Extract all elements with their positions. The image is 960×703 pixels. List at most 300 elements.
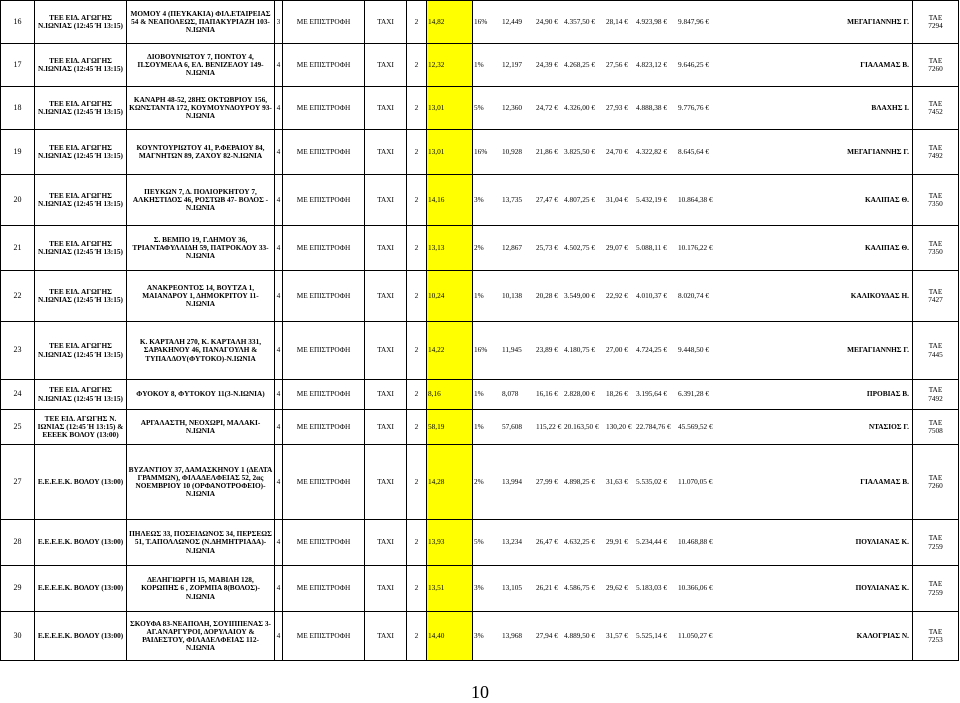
table-row (1, 520, 959, 566)
km-value: 13,01 (427, 87, 473, 130)
vehicle-cell (913, 410, 959, 445)
vehicle-type-label: ΤΑΕ (928, 238, 943, 248)
period-cost-vat: 5.525,14 € (636, 630, 668, 640)
table-row (1, 612, 959, 661)
offer-cell (473, 130, 913, 175)
vehicle-id: 7260 (928, 481, 943, 490)
vehicle-type: ΤΑΧΙ (365, 271, 407, 322)
row-number: 19 (1, 130, 35, 175)
contractor-name: ΚΑΛΙΠΑΣ Θ. (864, 194, 909, 204)
table-row (1, 44, 959, 87)
vehicle-cell (913, 520, 959, 566)
offer-values (474, 18, 911, 26)
offer-values (474, 292, 911, 300)
school-cell: ΤΕΕ ΕΙΔ. ΑΓΩΓΗΣ Ν.ΙΩΝΙΑΣ (12:45 Ή 13:15) (35, 226, 127, 271)
vehicle-cell (913, 130, 959, 175)
routes-count: 2 (407, 322, 427, 380)
contractor-name: ΒΛΑΧΗΣ Ι. (871, 102, 909, 112)
students-count: 4 (275, 445, 283, 520)
total-cost: 10.366,06 € (678, 583, 713, 593)
trip-type: ΜΕ ΕΠΙΣΤΡΟΦΗ (283, 130, 365, 175)
school-cell: ΤΕΕ ΕΙΔ. ΑΓΩΓΗΣ Ν.ΙΩΝΙΑΣ (12:45 Ή 13:15) (35, 130, 127, 175)
discount-percent: 3% (474, 630, 484, 640)
daily-cost-vat: 29,07 € (606, 242, 628, 252)
period-cost: 4.357,50 € (564, 16, 596, 26)
vehicle-type: ΤΑΧΙ (365, 1, 407, 44)
students-count: 4 (275, 380, 283, 410)
vehicle-id: 7445 (928, 349, 943, 359)
price-per-km: 13,994 (502, 476, 523, 486)
price-per-km: 12,449 (502, 16, 523, 26)
row-number: 16 (1, 1, 35, 44)
routes-count: 2 (407, 520, 427, 566)
period-cost-vat: 4.823,12 € (636, 59, 668, 69)
vehicle-id: 7253 (928, 635, 943, 644)
vehicle-type: ΤΑΧΙ (365, 226, 407, 271)
vehicle-type-label: ΤΑΕ (928, 286, 943, 296)
vehicle-id: 7350 (928, 199, 943, 208)
total-cost: 8.020,74 € (678, 290, 710, 300)
period-cost: 20.163,50 € (564, 421, 599, 431)
daily-cost: 24,39 € (536, 59, 558, 69)
contractor-name: ΠΡΟΒΙΑΣ Β. (866, 389, 909, 399)
discount-percent: 1% (474, 421, 484, 431)
total-cost: 9.448,50 € (678, 345, 710, 355)
school-cell: ΤΕΕ ΕΙΔ. ΑΓΩΓΗΣ Ν.ΙΩΝΙΑΣ (12:45 Ή 13:15) (35, 271, 127, 322)
period-cost: 3.825,50 € (564, 146, 596, 156)
km-value: 8,16 (427, 380, 473, 410)
daily-cost: 20,28 € (536, 290, 558, 300)
route-cell: Σ. ΒΕΜΠΟ 19, Γ.ΔΗΜΟΥ 36, ΤΡΙΑΝΤΑΦΥΛΛΙΔΗ 59, ΠΑΤΡΟΚΛΟΥ 33-Ν.ΙΩΝΙΑ (127, 226, 275, 271)
students-count: 3 (275, 1, 283, 44)
km-value: 14,82 (427, 1, 473, 44)
period-cost: 4.180,75 € (564, 345, 596, 355)
route-cell: Κ. ΚΑΡΤΑΛΗ 270, Κ. ΚΑΡΤΑΛΗ 331, ΣΑΡΑΚΗΝΟΥ 46, ΠΑΝΑΓΟΥΛΗ & ΤΥΠΑΛΔΟΥ(ΦΥΤΟΚΟ)-Ν.ΙΩΝΙΑ (127, 322, 275, 380)
offer-values (474, 346, 911, 354)
row-number: 21 (1, 226, 35, 271)
school-cell: Ε.Ε.Ε.Ε.Κ. ΒΟΛΟΥ (13:00) (35, 445, 127, 520)
route-cell: ΜΟΜΟΥ 4 (ΠΕΥΚΑΚΙΑ) ΦΙΛ.ΕΤΑΙΡΕΙΑΣ 54 & ΝΕΑΠΟΛΕΩΣ, ΠΑΠΑΚΥΡΙΑΖΗ 103-Ν.ΙΩΝΙΑ (127, 1, 275, 44)
row-number: 24 (1, 380, 35, 410)
trip-type: ΜΕ ΕΠΙΣΤΡΟΦΗ (283, 175, 365, 226)
offer-cell (473, 612, 913, 661)
trip-type: ΜΕ ΕΠΙΣΤΡΟΦΗ (283, 322, 365, 380)
trip-type: ΜΕ ΕΠΙΣΤΡΟΦΗ (283, 566, 365, 612)
offer-values (474, 104, 911, 112)
daily-cost-vat: 31,63 € (606, 476, 628, 486)
vehicle-type-label: ΤΑΕ (928, 385, 943, 395)
trip-type: ΜΕ ΕΠΙΣΤΡΟΦΗ (283, 1, 365, 44)
period-cost: 4.502,75 € (564, 242, 596, 252)
offer-cell (473, 175, 913, 226)
km-value: 13,13 (427, 226, 473, 271)
discount-percent: 2% (474, 242, 484, 252)
offer-cell (473, 271, 913, 322)
vehicle-cell (913, 44, 959, 87)
routes-count: 2 (407, 44, 427, 87)
km-value: 14,22 (427, 322, 473, 380)
total-cost: 9.776,76 € (678, 102, 710, 112)
row-number: 20 (1, 175, 35, 226)
students-count: 4 (275, 410, 283, 445)
vehicle-id: 7427 (928, 295, 943, 304)
routes-count: 2 (407, 130, 427, 175)
vehicle-cell (913, 322, 959, 380)
offer-cell (473, 380, 913, 410)
daily-cost: 27,94 € (536, 630, 558, 640)
routes-count: 2 (407, 566, 427, 612)
daily-cost: 25,73 € (536, 242, 558, 252)
vehicle-cell (913, 1, 959, 44)
vehicle-type-label: ΤΑΕ (928, 55, 943, 65)
price-per-km: 13,234 (502, 537, 523, 547)
offer-cell (473, 445, 913, 520)
price-per-km: 57,608 (502, 421, 523, 431)
table-row (1, 175, 959, 226)
total-cost: 10.864,38 € (678, 194, 713, 204)
routes-count: 2 (407, 612, 427, 661)
period-cost: 4.807,25 € (564, 194, 596, 204)
table-row (1, 322, 959, 380)
table-row (1, 410, 959, 445)
total-cost: 45.569,52 € (678, 421, 713, 431)
discount-percent: 3% (474, 194, 484, 204)
daily-cost: 24,90 € (536, 16, 558, 26)
routes-count: 2 (407, 445, 427, 520)
contractor-name: ΜΕΓΑΓΙΑΝΝΗΣ Γ. (847, 16, 909, 26)
vehicle-cell (913, 175, 959, 226)
route-cell: ΑΡΓΑΛΑΣΤΗ, ΝΕΟΧΩΡΙ, ΜΑΛΑΚΙ-Ν.ΙΩΝΙΑ (127, 410, 275, 445)
vehicle-type-label: ΤΑΕ (928, 142, 943, 152)
offer-values (474, 244, 911, 252)
price-per-km: 10,138 (502, 290, 523, 300)
students-count: 4 (275, 612, 283, 661)
daily-cost: 26,47 € (536, 537, 558, 547)
discount-percent: 1% (474, 59, 484, 69)
daily-cost-vat: 27,93 € (606, 102, 628, 112)
offer-cell (473, 226, 913, 271)
vehicle-cell (913, 566, 959, 612)
vehicle-type: ΤΑΧΙ (365, 87, 407, 130)
vehicle-type-label: ΤΑΕ (928, 579, 943, 589)
row-number: 29 (1, 566, 35, 612)
row-number: 23 (1, 322, 35, 380)
offer-cell (473, 1, 913, 44)
vehicle-type-label: ΤΑΕ (928, 98, 943, 108)
period-cost: 4.586,75 € (564, 583, 596, 593)
trip-type: ΜΕ ΕΠΙΣΤΡΟΦΗ (283, 445, 365, 520)
daily-cost-vat: 18,26 € (606, 389, 628, 399)
period-cost-vat: 4.010,37 € (636, 290, 668, 300)
contractor-name: ΜΕΓΑΓΙΑΝΝΗΣ Γ. (847, 345, 909, 355)
period-cost-vat: 3.195,64 € (636, 389, 668, 399)
period-cost: 2.828,00 € (564, 389, 596, 399)
period-cost-vat: 5.088,11 € (636, 242, 667, 252)
period-cost-vat: 5.535,02 € (636, 476, 668, 486)
vehicle-type-label: ΤΑΕ (928, 417, 943, 427)
contractor-name: ΚΑΛΟΓΡΙΑΣ Ν. (856, 630, 909, 640)
school-cell: ΤΕΕ ΕΙΔ. ΑΓΩΓΗΣ Ν.ΙΩΝΙΑΣ (12:45 Ή 13:15) (35, 380, 127, 410)
total-cost: 10.468,88 € (678, 537, 713, 547)
vehicle-id: 7492 (928, 151, 943, 160)
daily-cost-vat: 24,70 € (606, 146, 628, 156)
discount-percent: 5% (474, 102, 484, 112)
price-per-km: 13,735 (502, 194, 523, 204)
period-cost: 4.268,25 € (564, 59, 596, 69)
row-number: 28 (1, 520, 35, 566)
students-count: 4 (275, 87, 283, 130)
table-row (1, 445, 959, 520)
contractor-name: ΝΤΑΣΙΟΣ Γ. (868, 421, 909, 431)
trip-type: ΜΕ ΕΠΙΣΤΡΟΦΗ (283, 380, 365, 410)
vehicle-id: 7259 (928, 541, 943, 551)
vehicle-cell (913, 612, 959, 661)
students-count: 4 (275, 271, 283, 322)
vehicle-id: 7350 (928, 247, 943, 256)
vehicle-cell (913, 445, 959, 520)
vehicle-type: ΤΑΧΙ (365, 520, 407, 566)
school-cell: Ε.Ε.Ε.Ε.Κ. ΒΟΛΟΥ (13:00) (35, 520, 127, 566)
period-cost-vat: 5.234,44 € (636, 537, 668, 547)
period-cost: 4.889,50 € (564, 630, 596, 640)
km-value: 12,32 (427, 44, 473, 87)
routes-count: 2 (407, 1, 427, 44)
period-cost-vat: 5.432,19 € (636, 194, 668, 204)
period-cost-vat: 4.923,98 € (636, 16, 668, 26)
contractor-name: ΚΑΛΙΠΑΣ Θ. (864, 242, 909, 252)
route-cell: ΚΑΝΑΡΗ 48-52, 28ΗΣ ΟΚΤΩΒΡΙΟΥ 156, ΚΩΝΣΤΑΝΤΑ 172, ΚΟΥΜΟΥΝΔΟΥΡΟΥ 93-Ν.ΙΩΝΙΑ (127, 87, 275, 130)
discount-percent: 2% (474, 476, 484, 486)
price-per-km: 12,360 (502, 102, 523, 112)
routes-count: 2 (407, 410, 427, 445)
vehicle-type-label: ΤΑΕ (928, 472, 943, 482)
period-cost-vat: 4.724,25 € (636, 345, 668, 355)
period-cost-vat: 22.784,76 € (636, 421, 671, 431)
km-value: 13,93 (427, 520, 473, 566)
total-cost: 6.391,28 € (678, 389, 710, 399)
total-cost: 9.646,25 € (678, 59, 710, 69)
offer-cell (473, 410, 913, 445)
offer-values (474, 61, 911, 69)
daily-cost: 26,21 € (536, 583, 558, 593)
vehicle-id: 7294 (928, 21, 943, 30)
students-count: 4 (275, 226, 283, 271)
trip-type: ΜΕ ΕΠΙΣΤΡΟΦΗ (283, 520, 365, 566)
daily-cost-vat: 29,62 € (606, 583, 628, 593)
total-cost: 11.050,27 € (678, 630, 713, 640)
vehicle-type: ΤΑΧΙ (365, 410, 407, 445)
daily-cost: 21,86 € (536, 146, 558, 156)
students-count: 4 (275, 520, 283, 566)
vehicle-type: ΤΑΧΙ (365, 612, 407, 661)
trip-type: ΜΕ ΕΠΙΣΤΡΟΦΗ (283, 410, 365, 445)
daily-cost: 27,47 € (536, 194, 558, 204)
period-cost-vat: 4.888,38 € (636, 102, 668, 112)
vehicle-type: ΤΑΧΙ (365, 445, 407, 520)
vehicle-type-label: ΤΑΕ (928, 341, 943, 351)
total-cost: 10.176,22 € (678, 242, 713, 252)
school-cell: ΤΕΕ ΕΙΔ. ΑΓΩΓΗΣ Ν.ΙΩΝΙΑΣ (12:45 Ή 13:15) (35, 175, 127, 226)
school-cell: ΤΕΕ ΕΙΔ. ΑΓΩΓΗΣ Ν.ΙΩΝΙΑΣ (12:45 Ή 13:15) (35, 1, 127, 44)
offer-values (474, 148, 911, 156)
contractor-name: ΜΕΓΑΓΙΑΝΝΗΣ Γ. (847, 146, 909, 156)
students-count: 4 (275, 566, 283, 612)
vehicle-id: 7259 (928, 587, 943, 597)
offer-cell (473, 44, 913, 87)
daily-cost: 16,16 € (536, 389, 558, 399)
trip-type: ΜΕ ΕΠΙΣΤΡΟΦΗ (283, 612, 365, 661)
vehicle-cell (913, 87, 959, 130)
offer-values (474, 423, 911, 431)
km-value: 14,28 (427, 445, 473, 520)
daily-cost-vat: 27,56 € (606, 59, 628, 69)
discount-percent: 3% (474, 583, 484, 593)
school-cell: Ε.Ε.Ε.Ε.Κ. ΒΟΛΟΥ (13:00) (35, 566, 127, 612)
table-row (1, 1, 959, 44)
route-cell: ΠΕΥΚΩΝ 7, Δ. ΠΟΛΙΟΡΚΗΤΟΥ 7, ΑΛΚΗΣΤΙΔΟΣ 46, ΡΟΣΤΩΒ 47- ΒΟΛΟΣ - Ν.ΙΩΝΙΑ (127, 175, 275, 226)
contractor-name: ΓΙΑΛΑΜΑΣ Β. (860, 476, 909, 486)
route-cell: ΑΝΑΚΡΕΟΝΤΟΣ 14, ΒΟΥΤΖΑ 1, ΜΑΙΑΝΔΡΟΥ 1, ΔΗΜΟΚΡΙΤΟΥ 11-Ν.ΙΩΝΙΑ (127, 271, 275, 322)
vehicle-id: 7508 (928, 426, 943, 435)
offer-values (474, 584, 911, 592)
trip-type: ΜΕ ΕΠΙΣΤΡΟΦΗ (283, 271, 365, 322)
vehicle-type: ΤΑΧΙ (365, 380, 407, 410)
routes-count: 2 (407, 87, 427, 130)
trip-type: ΜΕ ΕΠΙΣΤΡΟΦΗ (283, 44, 365, 87)
offer-cell (473, 322, 913, 380)
vehicle-id: 7260 (928, 64, 943, 73)
vehicle-type: ΤΑΧΙ (365, 175, 407, 226)
contractor-name: ΚΑΛΙΚΟΥΔΑΣ Η. (850, 290, 909, 300)
discount-percent: 1% (474, 389, 484, 399)
vehicle-type: ΤΑΧΙ (365, 130, 407, 175)
discount-percent: 1% (474, 290, 484, 300)
vehicle-cell (913, 271, 959, 322)
row-number: 25 (1, 410, 35, 445)
contractor-name: ΠΟΥΛΙΑΝΑΣ Κ. (855, 537, 909, 547)
km-value: 13,51 (427, 566, 473, 612)
school-cell: ΤΕΕ ΕΙΔ. ΑΓΩΓΗΣ Ν.ΙΩΝΙΑΣ (12:45 Ή 13:15) (35, 44, 127, 87)
vehicle-type-label: ΤΑΕ (928, 533, 943, 543)
row-number: 30 (1, 612, 35, 661)
offer-values (474, 538, 911, 546)
route-cell: ΦΥΟΚΟΥ 8, ΦΥΤΟΚΟΥ 11(3-Ν.ΙΩΝΙΑ) (127, 380, 275, 410)
vehicle-type: ΤΑΧΙ (365, 566, 407, 612)
route-cell: ΒΥΖΑΝΤΙΟΥ 37, ΔΑΜΑΣΚΗΝΟΥ 1 (ΔΕΛΤΑ ΓΡΑΜΜΩΝ), ΦΙΛΑΔΕΛΦΕΙΑΣ 52, 2ας ΝΟΕΜΒΡΙΟΥ 10 (ΟΡΦΑΝΟΤΡΟΦΕΙΟ)-Ν.ΙΩΝΙΑ (127, 445, 275, 520)
page-number: 10 (471, 682, 489, 702)
price-per-km: 11,945 (502, 345, 522, 355)
total-cost: 8.645,64 € (678, 146, 710, 156)
route-cell: ΔΕΛΗΓΙΩΡΓΗ 15, ΜΑΒΙΛΗ 128, ΚΟΡΩΠΗΣ 6 , ΖΟΡΜΠΑ 8(ΒΟΛΟΣ)-Ν.ΙΩΝΙΑ (127, 566, 275, 612)
students-count: 4 (275, 130, 283, 175)
period-cost: 4.326,00 € (564, 102, 596, 112)
row-number: 17 (1, 44, 35, 87)
table-row (1, 87, 959, 130)
period-cost-vat: 5.183,03 € (636, 583, 668, 593)
price-per-km: 13,105 (502, 583, 523, 593)
vehicle-id: 7492 (928, 393, 943, 403)
offer-cell (473, 520, 913, 566)
school-cell: ΤΕΕ ΕΙΔ. ΑΓΩΓΗΣ Ν. ΙΩΝΙΑΣ (12:45 Ή 13:15) & ΕΕΕΕΚ ΒΟΛΟΥ (13:00) (35, 410, 127, 445)
daily-cost-vat: 22,92 € (606, 290, 628, 300)
daily-cost: 27,99 € (536, 476, 558, 486)
school-cell: ΤΕΕ ΕΙΔ. ΑΓΩΓΗΣ Ν.ΙΩΝΙΑΣ (12:45 Ή 13:15) (35, 87, 127, 130)
vehicle-type: ΤΑΧΙ (365, 44, 407, 87)
period-cost: 4.898,25 € (564, 476, 596, 486)
route-cell: ΣΚΟΥΦΑ 83-ΝΕΑΠΟΛΗ, ΣΟΥΙΠΠΕΝΑΣ 3-ΑΓ.ΑΝΑΡΓΥΡΟΙ, ΔΟΡΥΛΑΙΟΥ & ΡΑΙΔΕΣΤΟΥ, ΦΙΛΑΔΕΛΦΕΙΑΣ 112-Ν.ΙΩΝΙΑ (127, 612, 275, 661)
table-row (1, 566, 959, 612)
school-cell: Ε.Ε.Ε.Ε.Κ. ΒΟΛΟΥ (13:00) (35, 612, 127, 661)
offer-cell (473, 87, 913, 130)
routes-count: 2 (407, 271, 427, 322)
daily-cost: 115,22 € (536, 421, 562, 431)
table-row (1, 226, 959, 271)
vehicle-id: 7452 (928, 107, 943, 116)
daily-cost: 24,72 € (536, 102, 558, 112)
price-per-km: 12,197 (502, 59, 523, 69)
discount-percent: 16% (474, 345, 488, 355)
vehicle-type-label: ΤΑΕ (928, 190, 943, 200)
vehicle-type-label: ΤΑΕ (928, 626, 943, 636)
row-number: 22 (1, 271, 35, 322)
contractor-name: ΓΙΑΛΑΜΑΣ Β. (860, 59, 909, 69)
total-cost: 9.847,96 € (678, 16, 710, 26)
km-value: 14,16 (427, 175, 473, 226)
row-number: 27 (1, 445, 35, 520)
school-cell: ΤΕΕ ΕΙΔ. ΑΓΩΓΗΣ Ν.ΙΩΝΙΑΣ (12:45 Ή 13:15) (35, 322, 127, 380)
price-per-km: 8,078 (502, 389, 519, 399)
discount-percent: 16% (474, 16, 488, 26)
daily-cost-vat: 27,00 € (606, 345, 628, 355)
offer-values (474, 632, 911, 640)
students-count: 4 (275, 175, 283, 226)
students-count: 4 (275, 44, 283, 87)
trip-type: ΜΕ ΕΠΙΣΤΡΟΦΗ (283, 226, 365, 271)
vehicle-cell (913, 226, 959, 271)
km-value: 13,01 (427, 130, 473, 175)
km-value: 10,24 (427, 271, 473, 322)
table-body (1, 1, 959, 661)
offer-values (474, 390, 911, 398)
period-cost: 3.549,00 € (564, 290, 596, 300)
route-cell: ΚΟΥΝΤΟΥΡΙΩΤΟΥ 41, Ρ.ΦΕΡΑΙΟΥ 84, ΜΑΓΝΗΤΩΝ 89, ΖΑΧΟΥ 82-Ν.ΙΩΝΙΑ (127, 130, 275, 175)
daily-cost: 23,89 € (536, 345, 558, 355)
vehicle-type-label: ΤΑΕ (928, 12, 943, 22)
discount-percent: 5% (474, 537, 484, 547)
route-cell: ΔΙΟΒΟΥΝΙΩΤΟΥ 7, ΠΟΝΤΟΥ 4, Π.ΣΟΥΜΕΛΑ 6, ΕΛ. ΒΕΝΙΖΕΛΟΥ 149-Ν.ΙΩΝΙΑ (127, 44, 275, 87)
students-count: 4 (275, 322, 283, 380)
km-value: 58,19 (427, 410, 473, 445)
row-number: 18 (1, 87, 35, 130)
table-row (1, 271, 959, 322)
trip-type: ΜΕ ΕΠΙΣΤΡΟΦΗ (283, 87, 365, 130)
offer-cell (473, 566, 913, 612)
table-row (1, 130, 959, 175)
route-cell: ΠΗΛΕΩΣ 33, ΠΟΣΕΙΔΩΝΟΣ 34, ΠΕΡΣΕΩΣ 51, Τ.ΑΠΟΛΛΩΝΟΣ (Ν.ΔΗΜΗΤΡΙΑΔΑ)-Ν.ΙΩΝΙΑ (127, 520, 275, 566)
vehicle-cell (913, 380, 959, 410)
period-cost: 4.632,25 € (564, 537, 596, 547)
price-per-km: 10,928 (502, 146, 523, 156)
offer-values (474, 478, 911, 486)
period-cost-vat: 4.322,82 € (636, 146, 668, 156)
discount-percent: 16% (474, 146, 488, 156)
total-cost: 11.070,05 € (678, 476, 713, 486)
routes-count: 2 (407, 175, 427, 226)
routes-count: 2 (407, 226, 427, 271)
daily-cost-vat: 31,04 € (606, 194, 628, 204)
price-per-km: 12,867 (502, 242, 523, 252)
daily-cost-vat: 31,57 € (606, 630, 628, 640)
